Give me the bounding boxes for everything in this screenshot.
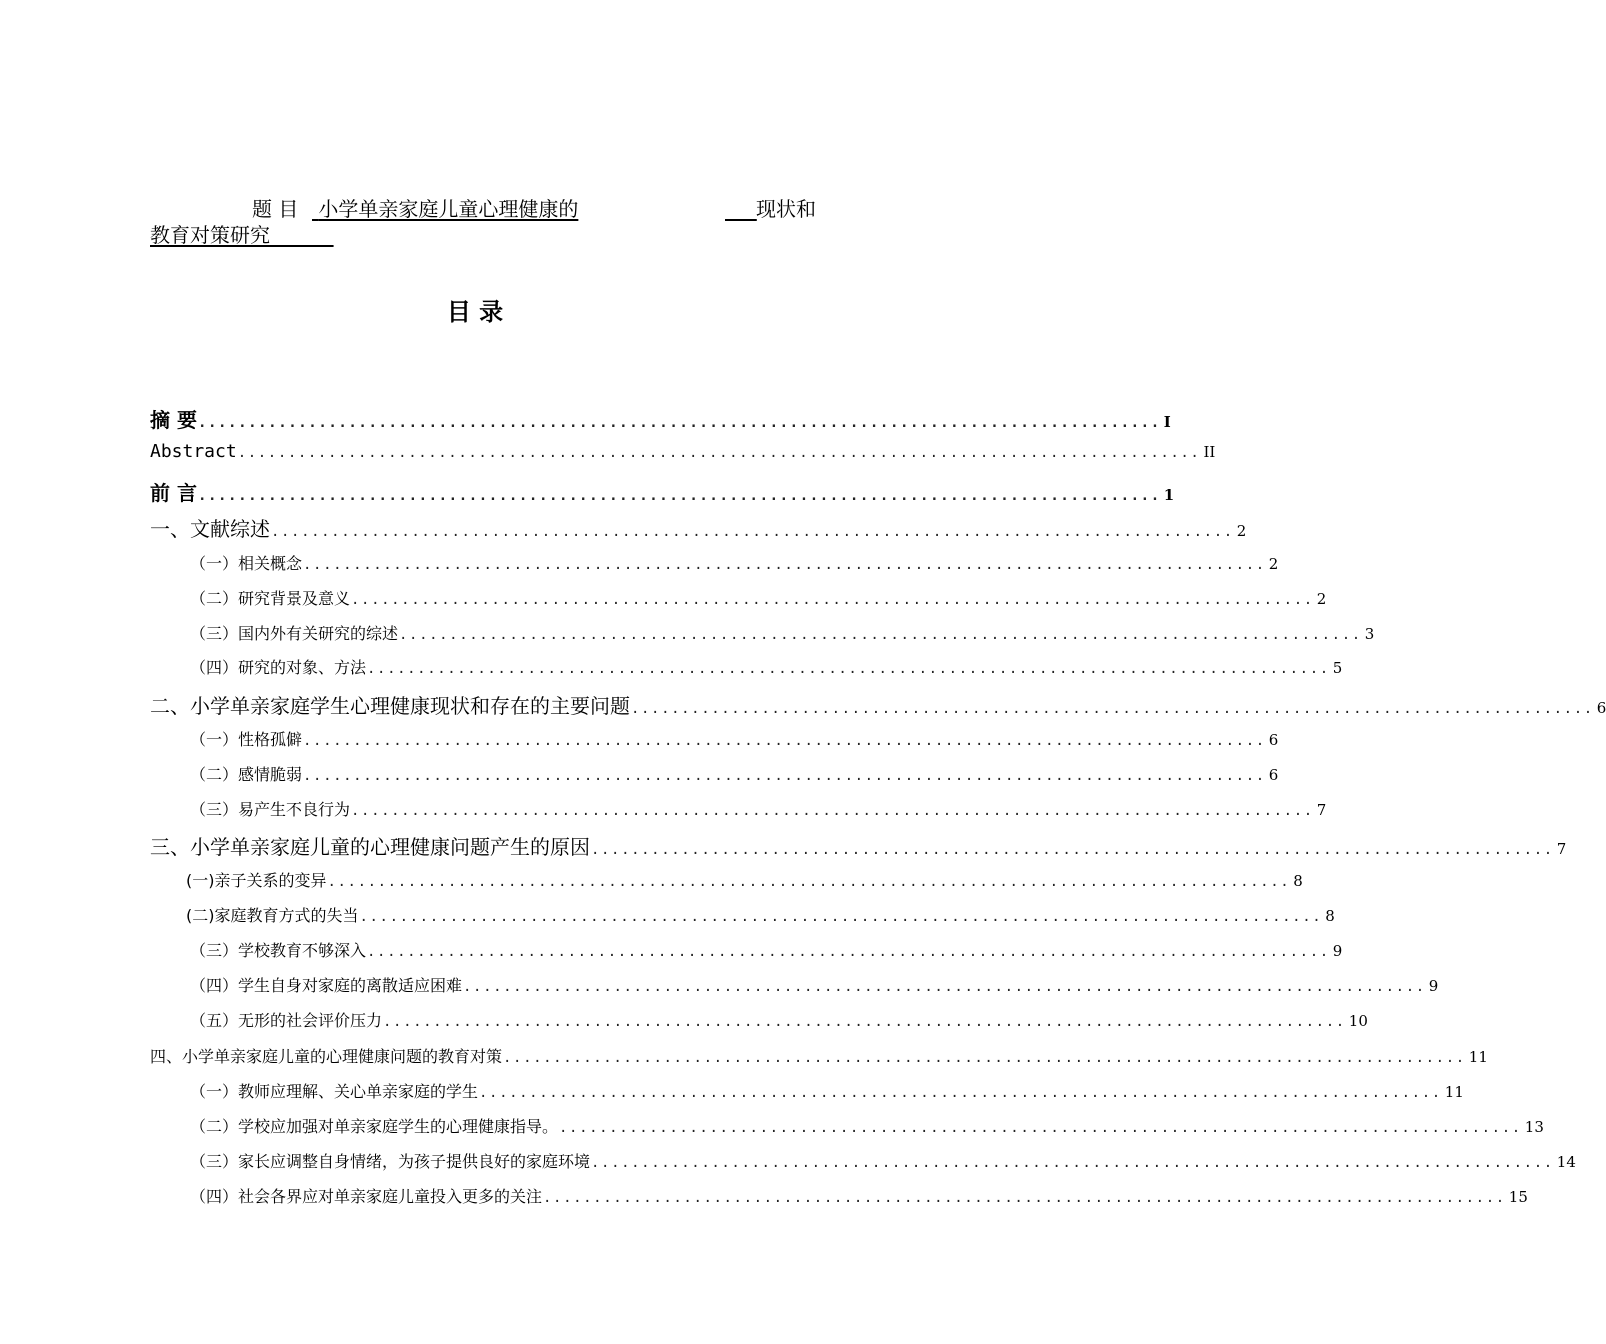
title-text-part3: 教育对策研究 [150, 223, 270, 247]
toc-entry-4-4[interactable]: （四）社会各界应对单亲家庭儿童投入更多的关注 ................................................................................................ 15 [190, 1187, 1528, 1206]
toc-entry-chapter-1[interactable]: 一、文献综述 ................................................................................................ 2 [150, 517, 1247, 541]
toc-entry-abstract-en[interactable]: Abstract ................................................................................................ II [150, 441, 1216, 462]
toc-entry-abstract-cn[interactable]: 摘 要 ................................................................................................ I [150, 408, 1171, 432]
thesis-title [150, 197, 823, 249]
toc-entry-3-3[interactable]: （三）学校教育不够深入 ................................................................................................ 9 [190, 941, 1343, 960]
toc-entry-2-3[interactable]: （三）易产生不良行为 ................................................................................................ 7 [190, 800, 1327, 819]
toc-heading: 目 录 [446, 298, 504, 326]
title-text-part1: 小学单亲家庭儿童心理健康的 [318, 197, 579, 221]
toc-entry-2-2[interactable]: （二）感情脆弱 ................................................................................................ 6 [190, 765, 1279, 784]
toc-entry-chapter-2[interactable]: 二、小学单亲家庭学生心理健康现状和存在的主要问题 ................................................................................................ 6 [150, 694, 1606, 718]
title-text-part2: 现状和 [756, 197, 816, 221]
title-label: 题 目 [252, 197, 299, 221]
toc-entry-chapter-4[interactable]: 四、小学单亲家庭儿童的心理健康问题的教育对策 ................................................................................................ 11 [150, 1047, 1488, 1066]
toc-entry-4-2[interactable]: （二）学校应加强对单亲家庭学生的心理健康指导。 ................................................................................................ 13 [190, 1117, 1544, 1136]
toc-entry-chapter-3[interactable]: 三、小学单亲家庭儿童的心理健康问题产生的原因 ................................................................................................ 7 [150, 835, 1567, 859]
toc-entry-3-2[interactable]: (二)家庭教育方式的失当 ................................................................................................ 8 [186, 906, 1335, 925]
toc-entry-2-1[interactable]: （一）性格孤僻 ................................................................................................ 6 [190, 730, 1279, 749]
toc-entry-4-1[interactable]: （一）教师应理解、关心单亲家庭的学生 ................................................................................................ 11 [190, 1082, 1464, 1101]
toc-entry-3-5[interactable]: （五）无形的社会评价压力 ................................................................................................ 10 [190, 1011, 1368, 1030]
toc-entry-1-4[interactable]: （四）研究的对象、方法 ................................................................................................ 5 [190, 658, 1343, 677]
toc-entry-3-4[interactable]: （四）学生自身对家庭的离散适应困难 ................................................................................................ 9 [190, 976, 1439, 995]
toc-entry-3-1[interactable]: (一)亲子关系的变异 ................................................................................................ 8 [186, 871, 1303, 890]
toc-entry-1-2[interactable]: （二）研究背景及意义 ................................................................................................ 2 [190, 589, 1327, 608]
toc-entry-1-1[interactable]: （一）相关概念 ................................................................................................ 2 [190, 554, 1279, 573]
title-gap [725, 197, 757, 221]
toc-entry-1-3[interactable]: （三）国内外有关研究的综述 ................................................................................................ 3 [190, 624, 1375, 643]
toc-entry-4-3[interactable]: （三）家长应调整自身情绪，为孩子提供良好的家庭环境 ................................................................................................ 14 [190, 1152, 1576, 1171]
toc-entry-preface[interactable]: 前 言 ................................................................................................ 1 [150, 481, 1175, 505]
